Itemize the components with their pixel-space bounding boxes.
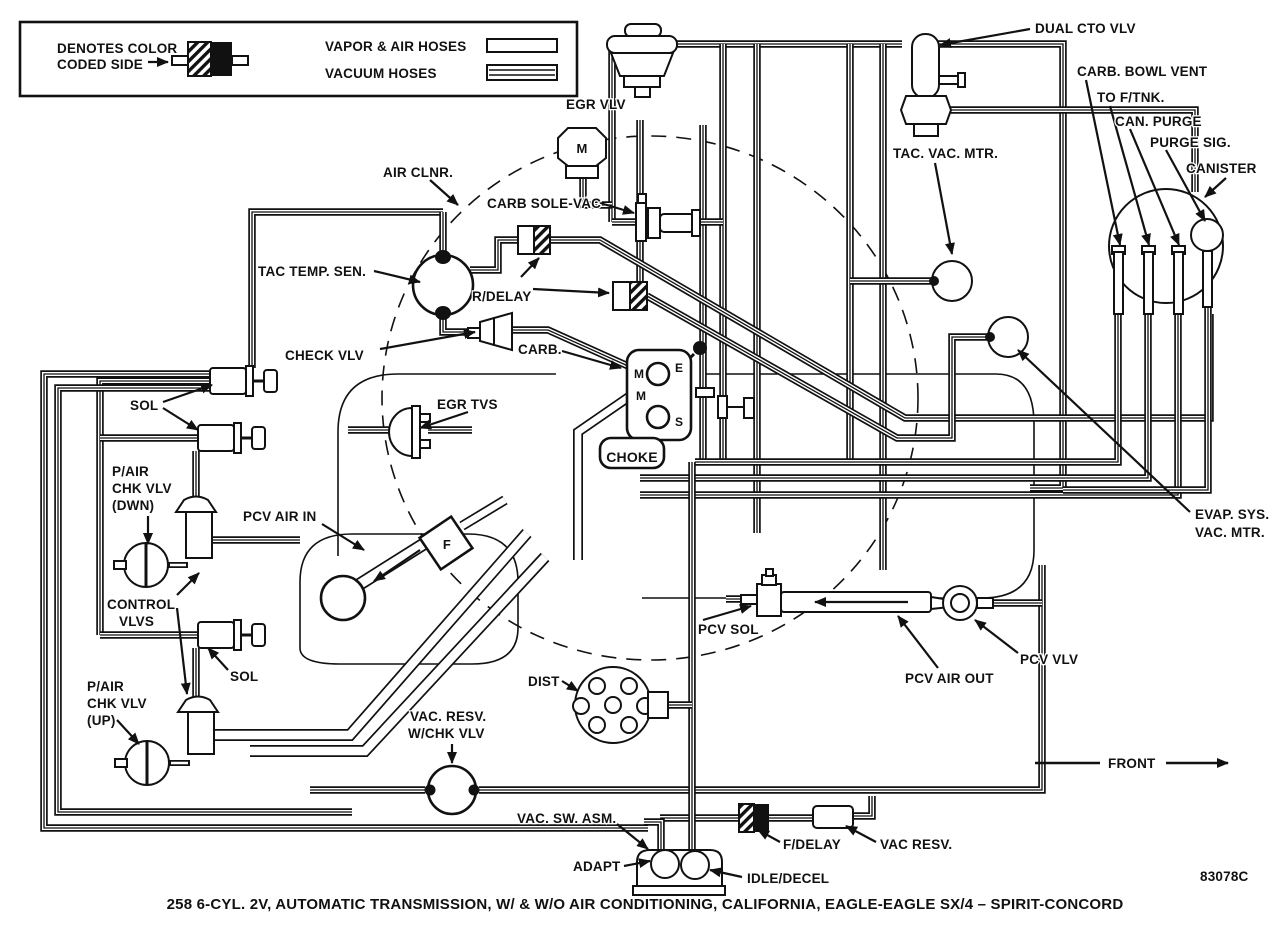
- hose-run: [853, 796, 872, 816]
- carb-port-m1: M: [634, 367, 645, 381]
- label-pair-dwn-2: CHK VLV: [112, 481, 172, 496]
- carb-fitting: [696, 388, 714, 397]
- air-pump-inlet: [321, 576, 365, 620]
- pcv-vlv-arrow: [975, 620, 1018, 653]
- hose-run: [250, 557, 545, 751]
- label-front: FRONT: [1108, 756, 1156, 771]
- label-canister: CANISTER: [1186, 161, 1257, 176]
- label-adapt: ADAPT: [573, 859, 621, 874]
- vac-resv-arrow: [846, 826, 876, 842]
- egr-valve: [607, 24, 677, 97]
- label-f-delay: F/DELAY: [783, 837, 841, 852]
- carb-sole-vac-solenoid: [636, 194, 700, 241]
- label-r-delay: R/DELAY: [472, 289, 532, 304]
- label-evap-1: EVAP. SYS.: [1195, 507, 1270, 522]
- canister-tube-bowl-vent: [1114, 252, 1123, 314]
- label-dual-cto-vlv: DUAL CTO VLV: [1035, 21, 1136, 36]
- air-clnr-arrow: [430, 180, 458, 205]
- r-delay-arrow-2: [533, 289, 609, 293]
- carb-fitting: [718, 396, 727, 418]
- label-check-vlv: CHECK VLV: [285, 348, 364, 363]
- label-carb-bowl-vent: CARB. BOWL VENT: [1077, 64, 1208, 79]
- legend-denotes-line1: DENOTES COLOR: [57, 41, 178, 56]
- vac-reservoir-check-valve: [425, 766, 480, 814]
- canister-tube-purge: [1174, 252, 1183, 314]
- label-pair-dwn-1: P/AIR: [112, 464, 150, 479]
- label-vac-resv-chk-2: W/CHK VLV: [408, 726, 485, 741]
- label-carb-sole-vac: CARB SOLE-VAC: [487, 196, 602, 211]
- label-control-vlvs-2: VLVS: [119, 614, 155, 629]
- dist-arrow: [562, 681, 578, 691]
- r-delay-arrow-1: [521, 258, 539, 277]
- label-pair-up-2: CHK VLV: [87, 696, 147, 711]
- carb-port-s: S: [675, 415, 684, 429]
- pair-up-arrow: [117, 720, 139, 744]
- r-delay-restrictor-2: [613, 282, 647, 310]
- labels: [57, 21, 1269, 913]
- canister-tube-ftank: [1144, 252, 1153, 314]
- vac-reservoir-right: [813, 806, 853, 828]
- label-tac-temp-sen: TAC TEMP. SEN.: [258, 264, 367, 279]
- evap-vac-motor: [985, 317, 1028, 357]
- label-idle-decel: IDLE/DECEL: [747, 871, 830, 886]
- carb-port-e: E: [675, 361, 684, 375]
- label-tac-vac-mtr: TAC. VAC. MTR.: [893, 146, 999, 161]
- caption: 258 6-CYL. 2V, AUTOMATIC TRANSMISSION, W/ & W/O AIR CONDITIONING, CALIFORNIA, EAGLE-EAGLE SX/4 – SPIRIT-CONCORD: [166, 896, 1124, 913]
- canister-tube-purge-sig: [1203, 251, 1212, 307]
- pcv-solenoid: [741, 569, 781, 616]
- f-delay-valve: [739, 804, 769, 832]
- label-sol-upper: SOL: [130, 398, 159, 413]
- control-vlvs-arrow-2: [177, 608, 187, 694]
- purge-signal-port: [1191, 219, 1223, 251]
- label-vac-resv: VAC RESV.: [880, 837, 953, 852]
- idle-decel-port: [681, 851, 709, 879]
- legend-symbol-left-tab: [172, 56, 188, 65]
- label-control-vlvs-1: CONTROL: [107, 597, 176, 612]
- legend-denotes-line2: CODED SIDE: [57, 57, 144, 72]
- label-carb: CARB.: [518, 342, 562, 357]
- solenoid-upper-2: [198, 423, 265, 453]
- control-vlvs-arrow-1: [177, 573, 199, 595]
- sol-lower-arrow: [208, 648, 228, 670]
- r-delay-restrictor-1: [518, 226, 550, 254]
- carb-port-m2: M: [636, 389, 647, 403]
- label-pair-up-3: (UP): [87, 713, 116, 728]
- label-pair-up-1: P/AIR: [87, 679, 125, 694]
- label-evap-2: VAC. MTR.: [1195, 525, 1265, 540]
- legend-vapor-hose-sample: [487, 39, 557, 52]
- label-pcv-air-in: PCV AIR IN: [243, 509, 317, 524]
- legend-symbol-right-tab: [232, 56, 248, 65]
- tac-vac-motor: [929, 261, 972, 301]
- filter-f-letter: F: [442, 537, 452, 552]
- vacuum-switch-assembly: [633, 850, 725, 895]
- solenoid-upper-1: [210, 366, 277, 396]
- sol-upper-arrow-2: [163, 408, 198, 430]
- motor-m-letter: M: [576, 141, 588, 156]
- label-egr-vlv: EGR VLV: [566, 97, 626, 112]
- label-to-f-tnk: TO F/TNK.: [1097, 90, 1165, 105]
- label-pair-dwn-3: (DWN): [112, 498, 155, 513]
- solenoid-lower: [198, 620, 265, 650]
- legend-vacuum: VACUUM HOSES: [325, 66, 437, 81]
- pcv-valve: [943, 586, 993, 620]
- label-air-clnr: AIR CLNR.: [383, 165, 454, 180]
- label-pcv-vlv: PCV VLV: [1020, 652, 1079, 667]
- label-egr-tvs: EGR TVS: [437, 397, 498, 412]
- legend-vacuum-hose-sample: [487, 65, 557, 80]
- label-can-purge: CAN. PURGE: [1115, 114, 1202, 129]
- hose-run: [470, 240, 518, 270]
- label-choke: CHOKE: [606, 449, 658, 465]
- label-vac-sw-asm: VAC. SW. ASM.: [517, 811, 617, 826]
- label-sol-lower: SOL: [230, 669, 259, 684]
- pcv-sol-arrow: [703, 606, 751, 620]
- label-vac-resv-chk-1: VAC. RESV.: [410, 709, 487, 724]
- part-number: 83078C: [1200, 869, 1249, 884]
- carb-fitting: [744, 398, 754, 418]
- hose-run: [462, 500, 505, 526]
- label-dist: DIST: [528, 674, 560, 689]
- egr-tvs: [389, 406, 430, 458]
- adapter-port: [651, 850, 679, 878]
- canister: [1109, 189, 1223, 314]
- tac-vac-mtr-arrow: [935, 163, 952, 254]
- distributor: [573, 667, 668, 743]
- dual-cto-valve: [901, 34, 965, 136]
- legend-color-coded-black: [211, 42, 232, 76]
- canister-arrow: [1205, 178, 1226, 197]
- label-pcv-air-out: PCV AIR OUT: [905, 671, 994, 686]
- legend-vapor-air: VAPOR & AIR HOSES: [325, 39, 467, 54]
- label-purge-sig: PURGE SIG.: [1150, 135, 1231, 150]
- pcv-air-out-arrow: [898, 616, 938, 668]
- label-pcv-sol: PCV SOL: [698, 622, 759, 637]
- legend-color-coded-hatched: [188, 42, 211, 76]
- check-vlv-arrow: [380, 332, 475, 349]
